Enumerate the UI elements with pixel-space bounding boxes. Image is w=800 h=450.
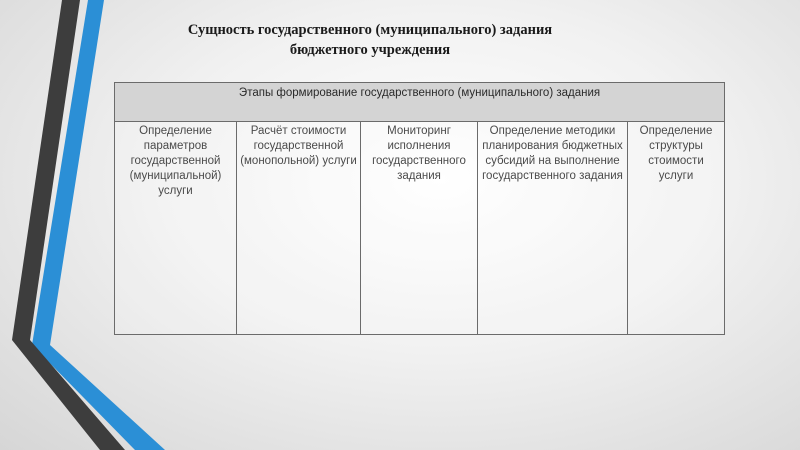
stage-cell-2: Расчёт стоимости государственной (монопольной) услуги xyxy=(237,122,361,335)
stage-cell-1: Определение параметров государственной (муниципальной) услуги xyxy=(115,122,237,335)
stages-table-header-row xyxy=(115,83,725,122)
stage-cell-4: Определение методики планирования бюджетных субсидий на выполнение государственного задания xyxy=(478,122,628,335)
stages-table-row xyxy=(115,122,725,335)
stage-cell-5: Определение структуры стоимости услуги xyxy=(628,122,725,335)
stages-table-header: Этапы формирование государственного (муниципального) задания xyxy=(115,83,725,122)
slide-title-line-2: бюджетного учреждения xyxy=(289,42,451,58)
slide-title-line-1: Сущность государственного (муниципального) задания xyxy=(187,22,553,38)
stages-table xyxy=(114,82,725,335)
slide-title xyxy=(130,20,610,60)
dark-stripe-lower xyxy=(12,340,125,450)
stage-cell-3: Мониторинг исполнения государственного задания xyxy=(361,122,478,335)
